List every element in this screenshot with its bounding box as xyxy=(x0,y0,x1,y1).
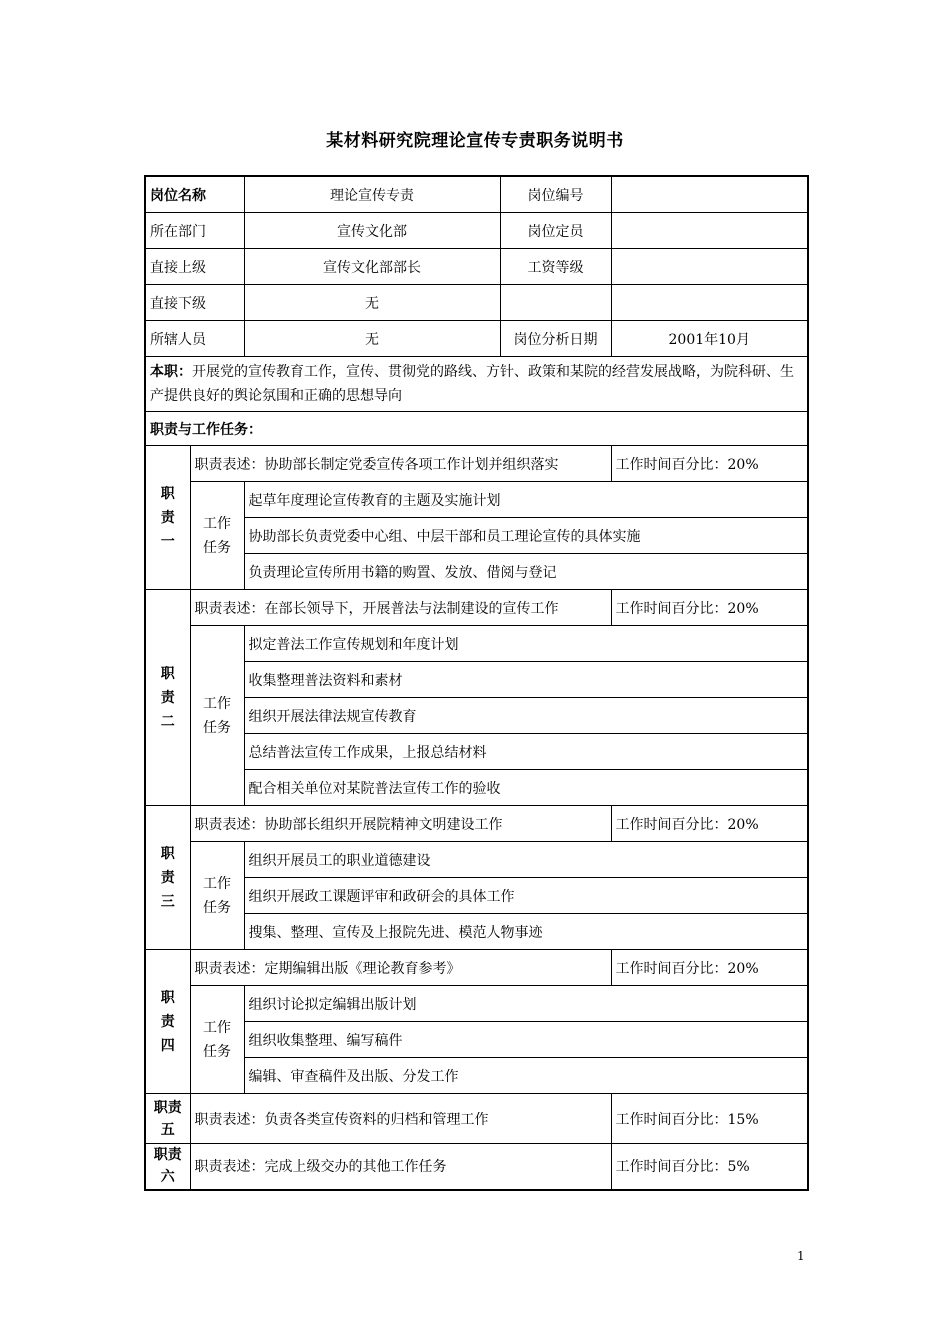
duty-desc: 职责表述：协助部长组织开展院精神文明建设工作 xyxy=(190,806,611,842)
duty-name-text: 职 责 一 xyxy=(160,485,175,550)
duty-desc: 职责表述：定期编辑出版《理论教育参考》 xyxy=(190,950,611,986)
duty-desc: 职责表述：协助部长制定党委宣传各项工作计划并组织落实 xyxy=(190,446,611,482)
duty-row xyxy=(145,446,808,482)
header-row xyxy=(145,176,808,213)
task-item: 组织开展政工课题评审和政研会的具体工作 xyxy=(244,878,808,914)
header-value: 宣传文化部 xyxy=(244,213,500,249)
duty-row xyxy=(145,1094,808,1144)
header-value xyxy=(611,213,808,249)
task-row xyxy=(145,1022,808,1058)
duty-pct: 工作时间百分比：20% xyxy=(611,590,808,626)
task-row xyxy=(145,842,808,878)
header-value: 无 xyxy=(244,285,500,321)
duty-name-text: 职责 五 xyxy=(153,1099,182,1138)
task-row xyxy=(145,554,808,590)
duty-desc: 职责表述：在部长领导下，开展普法与法制建设的宣传工作 xyxy=(190,590,611,626)
mission-row xyxy=(145,357,808,412)
duty-row xyxy=(145,590,808,626)
mission-cell xyxy=(145,357,808,412)
task-row xyxy=(145,518,808,554)
header-label: 岗位编号 xyxy=(500,176,611,213)
task-item: 配合相关单位对某院普法宣传工作的验收 xyxy=(244,770,808,806)
task-item: 编辑、审查稿件及出版、分发工作 xyxy=(244,1058,808,1094)
task-row xyxy=(145,662,808,698)
duty-name-text: 职 责 四 xyxy=(160,989,175,1054)
task-row xyxy=(145,626,808,662)
task-item: 组织讨论拟定编辑出版计划 xyxy=(244,986,808,1022)
duty-name-text: 职责 六 xyxy=(153,1147,182,1186)
duty-name-text: 职 责 二 xyxy=(160,665,175,730)
task-item: 负责理论宣传所用书籍的购置、发放、借阅与登记 xyxy=(244,554,808,590)
task-label: 工作 任务 xyxy=(190,482,244,590)
header-value xyxy=(611,176,808,213)
duty-name xyxy=(145,446,190,590)
header-value: 无 xyxy=(244,321,500,357)
task-label: 工作 任务 xyxy=(190,626,244,806)
duty-pct: 工作时间百分比：20% xyxy=(611,446,808,482)
duty-desc: 职责表述：完成上级交办的其他工作任务 xyxy=(190,1144,611,1190)
duty-row xyxy=(145,950,808,986)
header-row xyxy=(145,321,808,357)
task-label: 工作 任务 xyxy=(190,842,244,950)
mission-label: 本职： xyxy=(150,364,192,380)
header-label: 岗位分析日期 xyxy=(500,321,611,357)
header-label: 直接下级 xyxy=(145,285,244,321)
task-row xyxy=(145,698,808,734)
header-label: 岗位名称 xyxy=(145,176,244,213)
duty-pct: 工作时间百分比：20% xyxy=(611,950,808,986)
task-row xyxy=(145,734,808,770)
duty-name xyxy=(145,806,190,950)
header-label: 所在部门 xyxy=(145,213,244,249)
duty-pct: 工作时间百分比：20% xyxy=(611,806,808,842)
mission-text: 开展党的宣传教育工作，宣传、贯彻党的路线、方针、政策和某院的经营发展战略，为院科研、生产提供良好的舆论氛围和正确的思想导向 xyxy=(150,364,794,404)
duty-name xyxy=(145,1094,190,1144)
duty-pct: 工作时间百分比：15% xyxy=(611,1094,808,1144)
duty-row xyxy=(145,1144,808,1190)
task-item: 组织收集整理、编写稿件 xyxy=(244,1022,808,1058)
task-row xyxy=(145,914,808,950)
duty-pct: 工作时间百分比：5% xyxy=(611,1144,808,1190)
task-item: 总结普法宣传工作成果，上报总结材料 xyxy=(244,734,808,770)
task-row xyxy=(145,878,808,914)
task-row xyxy=(145,1058,808,1094)
duties-header: 职责与工作任务： xyxy=(145,412,808,446)
duty-desc: 职责表述：负责各类宣传资料的归档和管理工作 xyxy=(190,1094,611,1144)
task-item: 搜集、整理、宣传及上报院先进、模范人物事迹 xyxy=(244,914,808,950)
duty-name xyxy=(145,950,190,1094)
duty-name xyxy=(145,590,190,806)
header-label: 岗位定员 xyxy=(500,213,611,249)
duty-name-text: 职 责 三 xyxy=(160,845,175,910)
task-row xyxy=(145,482,808,518)
duties-header-row xyxy=(145,412,808,446)
task-item: 起草年度理论宣传教育的主题及实施计划 xyxy=(244,482,808,518)
header-row xyxy=(145,285,808,321)
header-value: 宣传文化部部长 xyxy=(244,249,500,285)
page-number: 1 xyxy=(797,1249,805,1263)
header-label xyxy=(500,285,611,321)
duty-name xyxy=(145,1144,190,1190)
header-row xyxy=(145,213,808,249)
task-item: 拟定普法工作宣传规划和年度计划 xyxy=(244,626,808,662)
task-label: 工作 任务 xyxy=(190,986,244,1094)
task-row xyxy=(145,770,808,806)
duty-row xyxy=(145,806,808,842)
header-value: 理论宣传专责 xyxy=(244,176,500,213)
job-description-table xyxy=(144,175,809,1191)
header-value xyxy=(611,249,808,285)
header-label: 所辖人员 xyxy=(145,321,244,357)
task-item: 组织开展员工的职业道德建设 xyxy=(244,842,808,878)
header-value: 2001年10月 xyxy=(611,321,808,357)
header-value xyxy=(611,285,808,321)
header-label: 直接上级 xyxy=(145,249,244,285)
task-item: 收集整理普法资料和素材 xyxy=(244,662,808,698)
task-row xyxy=(145,986,808,1022)
task-item: 协助部长负责党委中心组、中层干部和员工理论宣传的具体实施 xyxy=(244,518,808,554)
header-row xyxy=(145,249,808,285)
document-title: 某材料研究院理论宣传专责职务说明书 xyxy=(326,131,624,151)
header-label: 工资等级 xyxy=(500,249,611,285)
task-item: 组织开展法律法规宣传教育 xyxy=(244,698,808,734)
